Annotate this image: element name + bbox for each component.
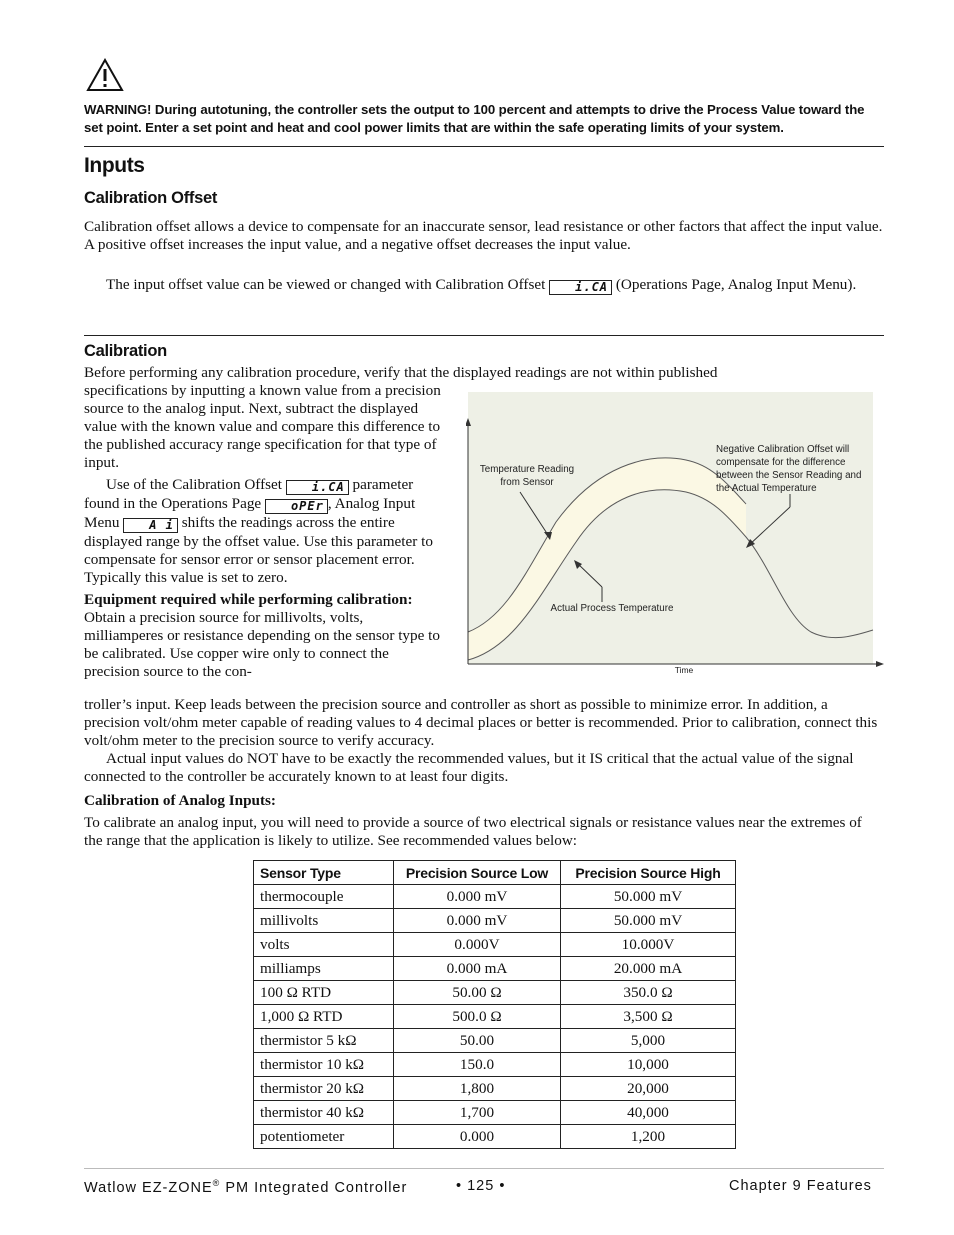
lcd-operations-page: oPEr [265,499,328,514]
table-row [254,933,736,957]
diagram-background [468,392,873,664]
cell-sensor-type: thermistor 20 kΩ [254,1077,394,1101]
cell-sensor-type: millivolts [254,909,394,933]
lcd-calibration-offset: i.CA [286,480,349,495]
cell-source-low: 0.000 mV [394,909,561,933]
cell-sensor-type: thermistor 5 kΩ [254,1029,394,1053]
label-negative-offset: compensate for the difference [716,457,846,468]
warning-text: WARNING! During autotuning, the controller sets the output to 100 percent and attempts to drive the Process Value toward the set point. Enter a set point and heat and cool power limits that are within the safe operating limits of your system. [84,102,865,135]
cell-source-high: 5,000 [561,1029,736,1053]
paragraph-equipment-continued: troller’s input. Keep leads between the precision source and controller as short as possible to minimize error. In addition, a precision volt/ohm meter capable of reading values to 4 decimal places or better is recommended. Prior to calibration, connect this volt/ohm meter to the precision source to verify accuracy. [84,696,878,749]
column-header-source-high: Precision Source High [561,861,736,885]
cell-source-high: 10.000V [561,933,736,957]
paragraph-analog-inputs: To calibrate an analog input, you will need to provide a source of two electrical signals or resistance values near the extremes of the range that the application is likely to utilize. See recommended values below: [84,814,862,849]
cell-source-high: 40,000 [561,1101,736,1125]
table-row [254,1053,736,1077]
table-row [254,1125,736,1149]
footer-chapter: Chapter 9 Features [729,1178,872,1194]
cell-source-high: 50.000 mV [561,885,736,909]
cell-sensor-type: thermocouple [254,885,394,909]
column-header-sensor-type: Sensor Type [254,861,394,885]
cell-sensor-type: thermistor 40 kΩ [254,1101,394,1125]
cell-sensor-type: thermistor 10 kΩ [254,1053,394,1077]
paragraph-offset-location: The input offset value can be viewed or changed with Calibration Offset i.CA (Operations Page, Analog Input Menu). [106,276,857,294]
column-header-source-low: Precision Source Low [394,861,561,885]
x-axis-arrow-icon [876,661,884,667]
cell-sensor-type: 1,000 Ω RTD [254,1005,394,1029]
subheading-analog-inputs: Calibration of Analog Inputs: [84,792,276,809]
subheading-calibration: Calibration [84,342,167,360]
cell-source-low: 0.000 [394,1125,561,1149]
cell-source-low: 50.00 [394,1029,561,1053]
cell-source-low: 1,700 [394,1101,561,1125]
cell-source-high: 50.000 mV [561,909,736,933]
cell-source-low: 0.000 mV [394,885,561,909]
paragraph-actual-values: Actual input values do NOT have to be exactly the recommended values, but it IS critical that the actual value of the signal connected to the controller be accurately known to at least four digits. [84,750,854,785]
cell-source-high: 350.0 Ω [561,981,736,1005]
subheading-calibration-offset: Calibration Offset [84,189,218,207]
calibration-column-text [84,382,446,681]
section-heading-inputs: Inputs [84,154,145,177]
label-sensor-reading: from Sensor [500,477,554,488]
cell-source-low: 50.00 Ω [394,981,561,1005]
calibration-offset-diagram [466,392,884,682]
divider [84,146,884,147]
warning-triangle-icon [86,58,124,92]
table-row [254,957,736,981]
label-sensor-reading: Temperature Reading [479,464,575,475]
cell-source-high: 20,000 [561,1077,736,1101]
paragraph-calibration-offset-use: Use of the Calibration Offset i.CA parameter found in the Operations Page oPEr , Analog Input Menu A i shifts the readings across the entire displayed range by the offset value. Use this parameter to compensate for sensor error or sensor placement error. Typically this value is set to zero. [84,476,433,586]
lcd-analog-input: A i [123,518,178,533]
cell-source-high: 1,200 [561,1125,736,1149]
table-row [254,1077,736,1101]
divider [84,335,884,336]
label-negative-offset: between the Sensor Reading and [716,470,862,481]
paragraph-calibration-intro: specifications by inputting a known value from a precision source to the analog input. Next, subtract the displayed value with the known value and compare this difference to the published accuracy range specification for that type of input. [84,382,441,471]
footer-product-name: Watlow EZ-ZONE® PM Integrated Controller [84,1178,408,1196]
table-row [254,1005,736,1029]
paragraph-calibration-intro-line: Before performing any calibration procedure, verify that the displayed readings are not within published [84,364,718,381]
label-actual-temperature: Actual Process Temperature [550,603,674,614]
cell-sensor-type: volts [254,933,394,957]
lcd-calibration-offset: i.CA [549,280,612,295]
cell-sensor-type: milliamps [254,957,394,981]
paragraph-equipment: Equipment required while performing calibration: Obtain a precision source for millivolts, volts, milliamperes or resistance depending on the sensor type to be calibrated. Use copper wire only to connect the precision source to the con- [84,591,440,680]
table-row [254,885,736,909]
table-row [254,1101,736,1125]
paragraph-calibration-offset: Calibration offset allows a device to compensate for an inaccurate sensor, lead resistance or other factors that affect the input value. A positive offset increases the input value, and a negative offset decreases the input value. [84,218,883,253]
label-negative-offset: Negative Calibration Offset will [716,444,850,455]
table-body [254,885,736,1149]
cell-sensor-type: 100 Ω RTD [254,981,394,1005]
cell-source-high: 3,500 Ω [561,1005,736,1029]
label-negative-offset: the Actual Temperature [716,483,817,494]
cell-source-low: 0.000V [394,933,561,957]
recommended-values-table [253,860,736,1149]
calibration-full-width-text [84,696,884,786]
cell-source-low: 150.0 [394,1053,561,1077]
cell-source-high: 20.000 mA [561,957,736,981]
table-row [254,909,736,933]
cell-source-high: 10,000 [561,1053,736,1077]
footer-divider [84,1168,884,1169]
footer-page-number: • 125 • [456,1178,506,1194]
cell-source-low: 1,800 [394,1077,561,1101]
table-header-row [254,861,736,885]
table-row [254,981,736,1005]
cell-source-low: 500.0 Ω [394,1005,561,1029]
x-axis-label: Time [674,665,694,675]
cell-source-low: 0.000 mA [394,957,561,981]
cell-sensor-type: potentiometer [254,1125,394,1149]
table-row [254,1029,736,1053]
